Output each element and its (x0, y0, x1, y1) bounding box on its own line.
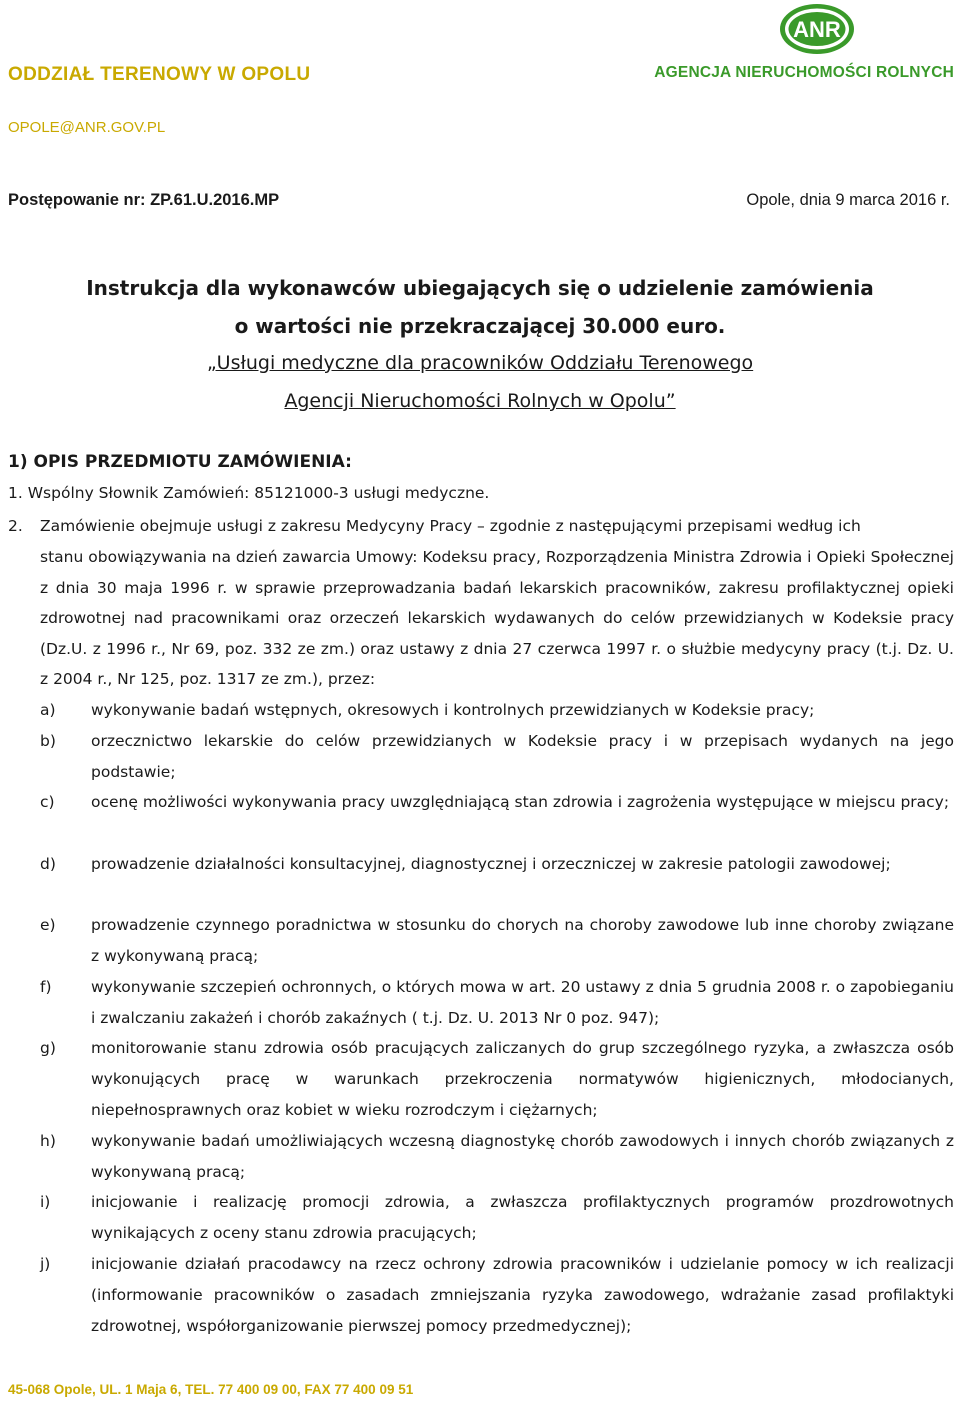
list-item-text: wykonywanie badań wstępnych, okresowych i kontrolnych przewidzianych w Kodeksie pracy; (91, 701, 815, 719)
list-item-text: inicjowanie działań pracodawcy na rzecz ochrony zdrowia pracowników i udzielanie pomocy w ich realizacji (informowanie pracowników o zasadach zmniejszania ryzyka zawodowego, wdrażanie zasad profilaktyki zdrowotnej, współorganizowanie pierwszej pomocy przedmedycznej); (91, 1255, 954, 1335)
list-item-letter: g) (40, 1039, 56, 1057)
item2-number: 2. (8, 517, 23, 535)
list-item-letter: i) (40, 1193, 51, 1211)
list-item-text: orzecznictwo lekarskie do celów przewidzianych w Kodeksie pracy i w przepisach wydanych na jego podstawie; (91, 732, 954, 781)
anr-logo-text: ANR (793, 17, 841, 42)
list-item-text: monitorowanie stanu zdrowia osób pracujących zaliczanych do grup szczególnego ryzyka, a zwłaszcza osób wykonujących pracę w warunkach przekroczenia normatywów higienicznych, młodocianych, niepełnosprawnych oraz kobiet w wieku rozrodczym i ciężarnych; (91, 1039, 954, 1119)
list-item-letter: c) (40, 793, 55, 811)
list-item-letter: h) (40, 1132, 56, 1150)
office-email[interactable]: OPOLE@ANR.GOV.PL (8, 119, 166, 136)
list-item-letter: e) (40, 916, 56, 934)
office-name: ODDZIAŁ TERENOWY W OPOLU (8, 64, 311, 85)
anr-logo (654, 3, 954, 83)
anr-logo-mark (779, 3, 855, 55)
item2-intro-text: Zamówienie obejmuje usługi z zakresu Medycyny Pracy – zgodnie z następującymi przepisami według ich (40, 517, 861, 535)
document-title-line2: o wartości nie przekraczającej 30.000 euro. (234, 314, 726, 338)
list-item-letter: b) (40, 732, 56, 750)
list-item-text: prowadzenie czynnego poradnictwa w stosunku do chorych na choroby zawodowe lub inne choroby związane z wykonywaną pracą; (91, 916, 954, 965)
cpv-item: 1. Wspólny Słownik Zamówień: 85121000-3 usługi medyczne. (8, 484, 490, 502)
document-subtitle-line1: „Usługi medyczne dla pracowników Oddziału Terenowego (206, 352, 754, 374)
list-item-text: ocenę możliwości wykonywania pracy uwzględniającą stan zdrowia i zagrożenia występujące w miejscu pracy; (91, 793, 950, 811)
place-date: Opole, dnia 9 marca 2016 r. (746, 191, 950, 209)
item2-intro (8, 511, 954, 542)
section-heading: 1) OPIS PRZEDMIOTU ZAMÓWIENIA: (8, 452, 352, 472)
document-title-line1: Instrukcja dla wykonawców ubiegających się o udzielenie zamówienia (86, 276, 874, 300)
list-item-letter: d) (40, 855, 56, 873)
item2-body: stanu obowiązywania na dzień zawarcia Umowy: Kodeksu pracy, Rozporządzenia Ministra Zdrowia i Opieki Społecznej z dnia 30 maja 1996 r. w sprawie przeprowadzania badań lekarskich pracowników, zakresu profilaktycznej opieki zdrowotnej nad pracownikami oraz orzeczeń lekarskich wydawanych do celów przewidzianych w Kodeksie pracy (Dz.U. z 1996 r., Nr 69, poz. 332 ze zm.) oraz ustawy z dnia 27 czerwca 1997 r. o służbie medycyny pracy (t.j. Dz. U. z 2004 r., Nr 125, poz. 1317 ze zm.), przez: (40, 548, 954, 689)
list-item-text: wykonywanie szczepień ochronnych, o których mowa w art. 20 ustawy z dnia 5 grudnia 2008 r. o zapobieganiu i zwalczaniu zakażeń i chorób zakaźnych ( t.j. Dz. U. 2013 Nr 0 poz. 947); (91, 978, 954, 1027)
list-item-letter: j) (40, 1255, 51, 1273)
list-item-letter: a) (40, 701, 56, 719)
list-item-letter: f) (40, 978, 52, 996)
case-number: Postępowanie nr: ZP.61.U.2016.MP (8, 191, 280, 209)
document-subtitle-line2: Agencji Nieruchomości Rolnych w Opolu” (284, 390, 676, 412)
footer-address: 45-068 Opole, UL. 1 Maja 6, TEL. 77 400 09 00, FAX 77 400 09 51 (8, 1382, 414, 1397)
list-item-text: inicjowanie i realizację promocji zdrowia, a zwłaszcza profilaktycznych programów prozdrowotnych wynikających z oceny stanu zdrowia pracujących; (91, 1193, 954, 1242)
list-item-text: prowadzenie działalności konsultacyjnej, diagnostycznej i orzeczniczej w zakresie patologii zawodowej; (91, 855, 891, 873)
logo-subtitle: AGENCJA NIERUCHOMOŚCI ROLNYCH (654, 64, 954, 81)
list-item-text: wykonywanie badań umożliwiających wczesną diagnostykę chorób zawodowych i innych chorób związanych z wykonywaną pracą; (91, 1132, 954, 1181)
